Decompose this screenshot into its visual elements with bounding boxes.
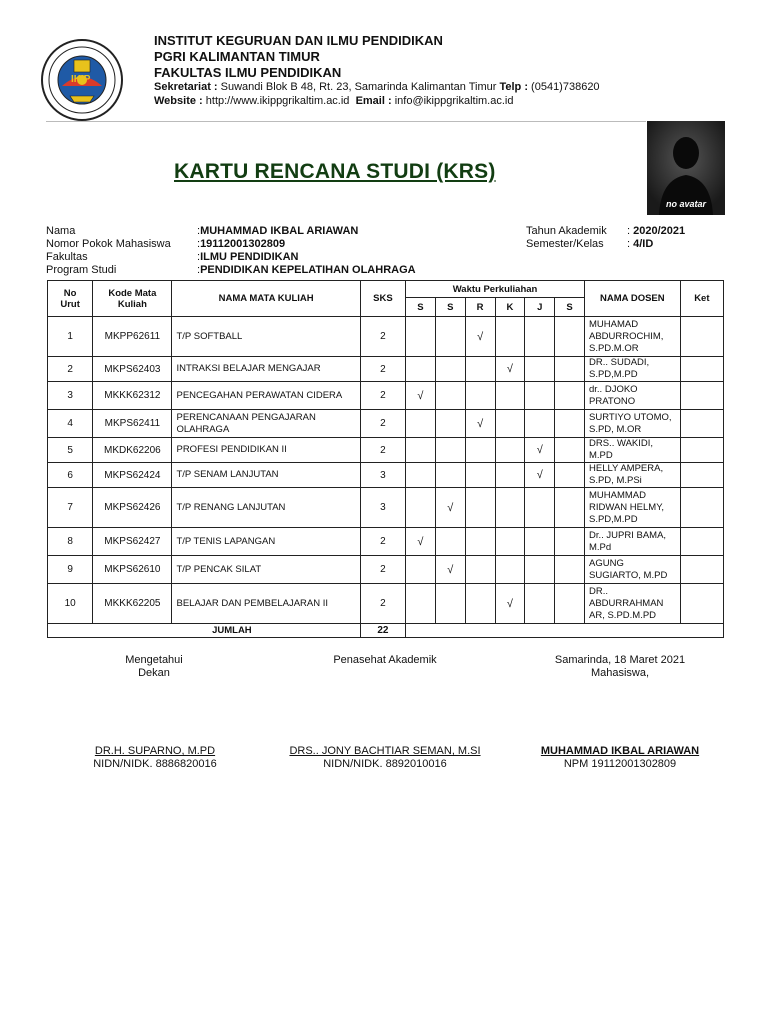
row-sks: 3 [360, 463, 405, 488]
signature-pa-name [275, 745, 495, 771]
row-nama-mk: BELAJAR DAN PEMBELAJARAN II [172, 584, 360, 624]
row-ket [680, 556, 723, 584]
pa-name: DRS.. JONY BACHTIAR SEMAN, M.SI [289, 745, 481, 757]
sekretariat-label: Sekretariat : [154, 81, 218, 93]
row-nama-mk: PROFESI PENDIDIKAN II [172, 438, 360, 463]
row-ket [680, 584, 723, 624]
row-day-cell [525, 357, 555, 382]
jumlah-value: 22 [360, 624, 405, 638]
separator: : [197, 251, 201, 263]
row-no: 3 [48, 382, 93, 410]
row-day-cell [495, 382, 525, 410]
row-day-cell [495, 528, 525, 556]
academic-info-labels [526, 225, 607, 251]
row-sks: 3 [360, 488, 405, 528]
row-check-mark: √ [406, 528, 436, 556]
table-row [48, 317, 724, 357]
academic-info-values [627, 225, 685, 251]
row-nama-mk: T/P SOFTBALL [172, 317, 360, 357]
row-dosen: HELLY AMPERA, S.PD, M.PSi [585, 463, 681, 488]
header-sks: SKS [360, 281, 405, 317]
student-info-values [197, 225, 416, 277]
row-dosen: dr.. DJOKO PRATONO [585, 382, 681, 410]
header-ket: Ket [680, 281, 723, 317]
header-divider [46, 121, 646, 122]
institution-line2: PGRI KALIMANTAN TIMUR [154, 49, 320, 64]
row-day-cell [525, 556, 555, 584]
row-day-cell [465, 556, 495, 584]
row-dosen: AGUNG SUGIARTO, M.PD [585, 556, 681, 584]
row-kode: MKDK62206 [93, 438, 172, 463]
institution-header [154, 33, 443, 81]
row-kode: MKPP62611 [93, 317, 172, 357]
row-kode: MKPS62426 [93, 488, 172, 528]
row-no: 10 [48, 584, 93, 624]
row-day-cell [435, 357, 465, 382]
row-dosen: DRS.. WAKIDI, M.PD [585, 438, 681, 463]
mahasiswa-id: NPM 19112001302809 [563, 758, 677, 770]
row-day-cell [555, 584, 585, 624]
table-row [48, 357, 724, 382]
page-title: KARTU RENCANA STUDI (KRS) [174, 160, 496, 183]
table-row [48, 584, 724, 624]
table-row [48, 382, 724, 410]
row-day-cell [525, 410, 555, 438]
header-kode: Kode Mata Kuliah [93, 281, 172, 317]
row-day-cell [555, 488, 585, 528]
row-day-cell [435, 410, 465, 438]
table-row [48, 528, 724, 556]
row-day-cell [495, 438, 525, 463]
row-day-cell [555, 357, 585, 382]
row-check-mark: √ [465, 317, 495, 357]
row-day-cell [525, 317, 555, 357]
semester-value: 4/ID [633, 238, 654, 250]
separator: : [627, 225, 631, 237]
row-no: 2 [48, 357, 93, 382]
row-day-cell [406, 410, 436, 438]
row-sks: 2 [360, 382, 405, 410]
row-day-cell [495, 317, 525, 357]
institution-line1: INSTITUT KEGURUAN DAN ILMU PENDIDIKAN [154, 33, 443, 48]
row-day-cell [555, 463, 585, 488]
separator: : [197, 264, 201, 276]
row-day-cell [406, 317, 436, 357]
row-day-cell [495, 488, 525, 528]
fakultas-label: Fakultas [46, 251, 88, 263]
row-dosen: DR.. ABDURRAHMAN AR, S.PD.M.PD [585, 584, 681, 624]
row-dosen: MUHAMAD ABDURROCHIM, S.PD.M.OR [585, 317, 681, 357]
row-check-mark: √ [435, 556, 465, 584]
row-day-cell [435, 317, 465, 357]
row-no: 5 [48, 438, 93, 463]
telp-value: (0541)738620 [531, 81, 600, 93]
row-kode: MKPS62610 [93, 556, 172, 584]
row-day-cell [465, 584, 495, 624]
row-no: 7 [48, 488, 93, 528]
institution-logo [40, 38, 124, 122]
table-row [48, 556, 724, 584]
row-ket [680, 382, 723, 410]
row-day-cell [435, 463, 465, 488]
jumlah-empty [406, 624, 724, 638]
table-row [48, 463, 724, 488]
nama-label: Nama [46, 225, 76, 237]
row-no: 8 [48, 528, 93, 556]
row-sks: 2 [360, 357, 405, 382]
row-day-cell [465, 357, 495, 382]
prodi-value: PENDIDIKAN KEPELATIHAN OLAHRAGA [200, 264, 416, 276]
row-day-cell [555, 317, 585, 357]
mahasiswa-line1: Samarinda, 18 Maret 2021 [554, 654, 686, 666]
pa-id: NIDN/NIDK. 8892010016 [323, 758, 447, 770]
signature-mahasiswa [530, 654, 710, 680]
dekan-id: NIDN/NIDK. 8886820016 [93, 758, 217, 770]
fakultas-value: ILMU PENDIDIKAN [200, 251, 299, 263]
table-row [48, 488, 724, 528]
row-dosen: SURTIYO UTOMO, S.PD, M.OR [585, 410, 681, 438]
dekan-line2: Dekan [138, 667, 170, 679]
tahun-label: Tahun Akademik [526, 225, 607, 237]
signature-dekan [74, 654, 234, 680]
row-nama-mk: T/P TENIS LAPANGAN [172, 528, 360, 556]
row-check-mark: √ [495, 357, 525, 382]
email-label: Email : [355, 95, 392, 107]
row-kode: MKPS62424 [93, 463, 172, 488]
row-day-cell [525, 528, 555, 556]
row-ket [680, 410, 723, 438]
nama-value: MUHAMMAD IKBAL ARIAWAN [200, 225, 359, 237]
row-kode: MKPS62427 [93, 528, 172, 556]
row-day-cell [406, 438, 436, 463]
student-info-labels [46, 225, 171, 277]
row-sks: 2 [360, 410, 405, 438]
pa-line1: Penasehat Akademik [333, 654, 437, 666]
row-day-cell [465, 463, 495, 488]
signature-mahasiswa-name [520, 745, 720, 771]
row-day-cell [435, 528, 465, 556]
row-day-cell [525, 584, 555, 624]
row-no: 4 [48, 410, 93, 438]
website-label: Website : [154, 95, 203, 107]
row-sks: 2 [360, 528, 405, 556]
row-day-cell [495, 556, 525, 584]
row-day-cell [555, 528, 585, 556]
row-day-cell [435, 382, 465, 410]
row-day-cell [525, 382, 555, 410]
header-day: S [435, 298, 465, 317]
avatar-label: no avatar [665, 199, 707, 209]
row-day-cell [555, 410, 585, 438]
row-day-cell [465, 438, 495, 463]
row-day-cell [495, 410, 525, 438]
row-day-cell [555, 556, 585, 584]
header-dosen: NAMA DOSEN [585, 281, 681, 317]
mahasiswa-line2: Mahasiswa, [590, 667, 650, 679]
krs-table [47, 280, 724, 638]
row-nama-mk: T/P RENANG LANJUTAN [172, 488, 360, 528]
row-nama-mk: T/P SENAM LANJUTAN [172, 463, 360, 488]
dekan-name: DR.H. SUPARNO, M.PD [94, 745, 216, 757]
row-day-cell [465, 528, 495, 556]
row-sks: 2 [360, 556, 405, 584]
table-row [48, 438, 724, 463]
row-day-cell [406, 556, 436, 584]
row-dosen: MUHAMMAD RIDWAN HELMY, S.PD,M.PD [585, 488, 681, 528]
row-day-cell [525, 488, 555, 528]
semester-label: Semester/Kelas [526, 238, 604, 250]
row-ket [680, 488, 723, 528]
email-value: info@ikippgrikaltim.ac.id [394, 95, 514, 107]
header-day: J [525, 298, 555, 317]
row-no: 6 [48, 463, 93, 488]
row-nama-mk: T/P PENCAK SILAT [172, 556, 360, 584]
row-day-cell [406, 488, 436, 528]
header-no: No Urut [48, 281, 93, 317]
row-check-mark: √ [495, 584, 525, 624]
row-kode: MKPS62411 [93, 410, 172, 438]
npm-value: 19112001302809 [200, 238, 286, 250]
student-avatar [647, 121, 725, 215]
header-waktu: Waktu Perkuliahan [406, 281, 585, 298]
row-check-mark: √ [406, 382, 436, 410]
website-value: http://www.ikippgrikaltim.ac.id [205, 95, 350, 107]
row-day-cell [495, 463, 525, 488]
row-day-cell [406, 357, 436, 382]
row-kode: MKKK62205 [93, 584, 172, 624]
row-nama-mk: PENCEGAHAN PERAWATAN CIDERA [172, 382, 360, 410]
header-day: K [495, 298, 525, 317]
row-check-mark: √ [435, 488, 465, 528]
row-ket [680, 357, 723, 382]
separator: : [197, 225, 201, 237]
header-day: S [555, 298, 585, 317]
signature-pa [300, 654, 470, 667]
row-sks: 2 [360, 438, 405, 463]
row-kode: MKKK62312 [93, 382, 172, 410]
row-ket [680, 528, 723, 556]
row-day-cell [406, 463, 436, 488]
table-row [48, 410, 724, 438]
row-sks: 2 [360, 317, 405, 357]
sekretariat-value: Suwandi Blok B 48, Rt. 23, Samarinda Kalimantan Timur [220, 81, 497, 93]
header-day: S [406, 298, 436, 317]
row-nama-mk: INTRAKSI BELAJAR MENGAJAR [172, 357, 360, 382]
row-check-mark: √ [525, 463, 555, 488]
prodi-label: Program Studi [46, 264, 117, 276]
tahun-value: 2020/2021 [633, 225, 686, 237]
row-day-cell [435, 584, 465, 624]
row-check-mark: √ [525, 438, 555, 463]
telp-label: Telp : [499, 81, 528, 93]
institution-address [154, 80, 600, 108]
row-day-cell [555, 382, 585, 410]
jumlah-label: JUMLAH [48, 624, 361, 638]
row-kode: MKPS62403 [93, 357, 172, 382]
header-day: R [465, 298, 495, 317]
row-dosen: DR.. SUDADI, S.PD,M.PD [585, 357, 681, 382]
row-sks: 2 [360, 584, 405, 624]
institution-line3: FAKULTAS ILMU PENDIDIKAN [154, 65, 342, 80]
row-check-mark: √ [465, 410, 495, 438]
row-dosen: Dr.. JUPRI BAMA, M.Pd [585, 528, 681, 556]
npm-label: Nomor Pokok Mahasiswa [46, 238, 171, 250]
row-ket [680, 463, 723, 488]
row-nama-mk: PERENCANAAN PENGAJARAN OLAHRAGA [172, 410, 360, 438]
row-no: 9 [48, 556, 93, 584]
dekan-line1: Mengetahui [125, 654, 183, 666]
separator: : [627, 238, 631, 250]
signature-dekan-name [60, 745, 250, 771]
row-day-cell [465, 488, 495, 528]
row-day-cell [435, 438, 465, 463]
separator: : [197, 238, 201, 250]
header-nama-mk: NAMA MATA KULIAH [172, 281, 360, 317]
row-ket [680, 317, 723, 357]
logo-text: IKIP [71, 74, 91, 85]
row-day-cell [465, 382, 495, 410]
row-day-cell [555, 438, 585, 463]
mahasiswa-name: MUHAMMAD IKBAL ARIAWAN [540, 745, 700, 757]
row-no: 1 [48, 317, 93, 357]
row-day-cell [406, 584, 436, 624]
row-ket [680, 438, 723, 463]
